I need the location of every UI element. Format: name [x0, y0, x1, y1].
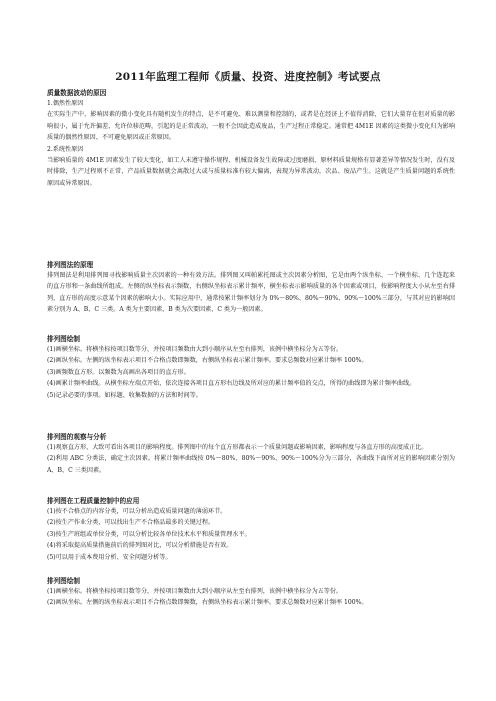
section-quality-fluctuation: [47, 88, 455, 189]
section-pareto-analysis: [47, 432, 455, 476]
section-pareto-application: [47, 496, 455, 563]
section-heading: 排列图的观察与分析: [47, 433, 107, 441]
paragraph: (4)将采取提高质量措施前后的排列图对比，可以分析措施是否有效。: [47, 542, 233, 550]
paragraph: (4)画累计频率曲线。从横坐标左端点开始，依次连接各项目直方形右边线及所对应的累计频率值的交点，所得的曲线即为累计频率曲线。: [47, 380, 416, 388]
paragraph: (1)按不合格点的内容分类，可以分析出造成质量问题的薄弱环节。: [47, 508, 227, 515]
paragraph: (5)记录必要的事项。如标题、收集数据的方法和时间等。: [47, 391, 202, 399]
paragraph: 1.偶然性原因: [47, 100, 84, 107]
page-title: 2011年监理工程师《质量、投资、进度控制》考试要点: [115, 71, 381, 83]
section-pareto-principle: [47, 260, 455, 316]
paragraph: (1)画横坐标。将横坐标按项目数等分，并按项目频数由大到小顺序从左至右排列，该例中横坐标分为五等份。: [47, 588, 343, 595]
paragraph: (5)可以用于成本费用分析、安全问题分析等。: [47, 553, 172, 561]
section-pareto-drawing: [47, 334, 455, 401]
paragraph: 当影响质量的 4M1E 因素发生了较大变化，如工人未遵守操作规程、机械设备发生故障或过度磨损、原材料质量规格有显著差异等情况发生时，没有及时排除，生产过程则不正常，产品质量数据就会离散过大或与质量标准有较大偏离，表现为异常波动，次品、废品产生。这就是产生质量问题的系统性原因或异常原因。: [47, 157, 455, 187]
section-heading: 排列图绘制: [47, 577, 80, 585]
paragraph: 在实际生产中，影响因素的微小变化具有随机发生的特点，是不可避免、难以测量和控制的，或者是在经济上不值得消除，它们大量存在但对质量的影响很小，属于允许偏差、允许位移范畴，引起的是正常波动，一般不会因此造成废品，生产过程正常稳定。通常把 4M1E 因素的这类微小变化归为影响质量的偶然性原因、不可避免原因或正常原因。: [47, 111, 455, 142]
paragraph: (2)按生产作业分类，可以找出生产不合格品最多的关键过程。: [47, 519, 215, 527]
paragraph: 排列图法是利用排列图寻找影响质量主次因素的一种有效方法。排列图又叫帕累托图或主次因素分析图，它是由两个纵坐标、一个横坐标、几个连起来的直方形和一条曲线所组成。左侧的纵坐标表示频数，右侧纵坐标表示累计频率，横坐标表示影响质量的各个因素或项目，按影响程度大小从左至右排列，直方形的高度示意某个因素的影响大小。实际应用中，通常按累计频率划分为 0%～80%、80%～90%、90%～100%三部分，与其对应的影响因素分别为 A、B、C 三类。A 类为主要因素，B 类为次要因素，C 类为一般因素。: [47, 272, 455, 314]
paragraph: (1)画横坐标。将横坐标按项目数等分，并按项目频数由大到小顺序从左至右排列，该例中横坐标分为五等份。: [47, 346, 343, 353]
section-heading: 排列图绘制: [47, 335, 80, 343]
section-heading: 排列图法的原理: [47, 261, 94, 269]
paragraph: (3)按生产班组或单位分类，可以分析比较各单位技术水平和质量管理水平。: [47, 530, 251, 538]
section-heading: 质量数据波动的原因: [47, 89, 107, 97]
paragraph: (2)利用 ABC 分类法，确定主次因素。将累计频率曲线按 0%～80%、80%～90%、90%～100%分为三部分，各曲线下面所对应的影响因素分别为 A、B、C 三类因素。: [47, 455, 455, 474]
paragraph: (2)画纵坐标。左侧的纵坐标表示项目不合格点数即频数，右侧纵坐标表示累计频率。要求总频数对应累计频率 100%。: [47, 357, 368, 365]
section-heading: 排列图在工程质量控制中的应用: [47, 497, 140, 505]
paragraph: 2.系统性原因: [47, 145, 84, 153]
paragraph: (1)观察直方形，大致可看出各项目的影响程度。排列图中的每个直方形都表示一个质量问题或影响因素，影响程度与各直方形的高度成正比。: [47, 444, 428, 451]
paragraph: (2)画纵坐标。左侧的纵坐标表示项目不合格点数即频数，右侧纵坐标表示累计频率。要求总频数对应累计频率 100%。: [47, 599, 368, 607]
section-pareto-drawing-repeat: [47, 576, 455, 609]
paragraph: (3)画频数直方形。以频数为高画出各项目的直方形。: [47, 368, 190, 376]
